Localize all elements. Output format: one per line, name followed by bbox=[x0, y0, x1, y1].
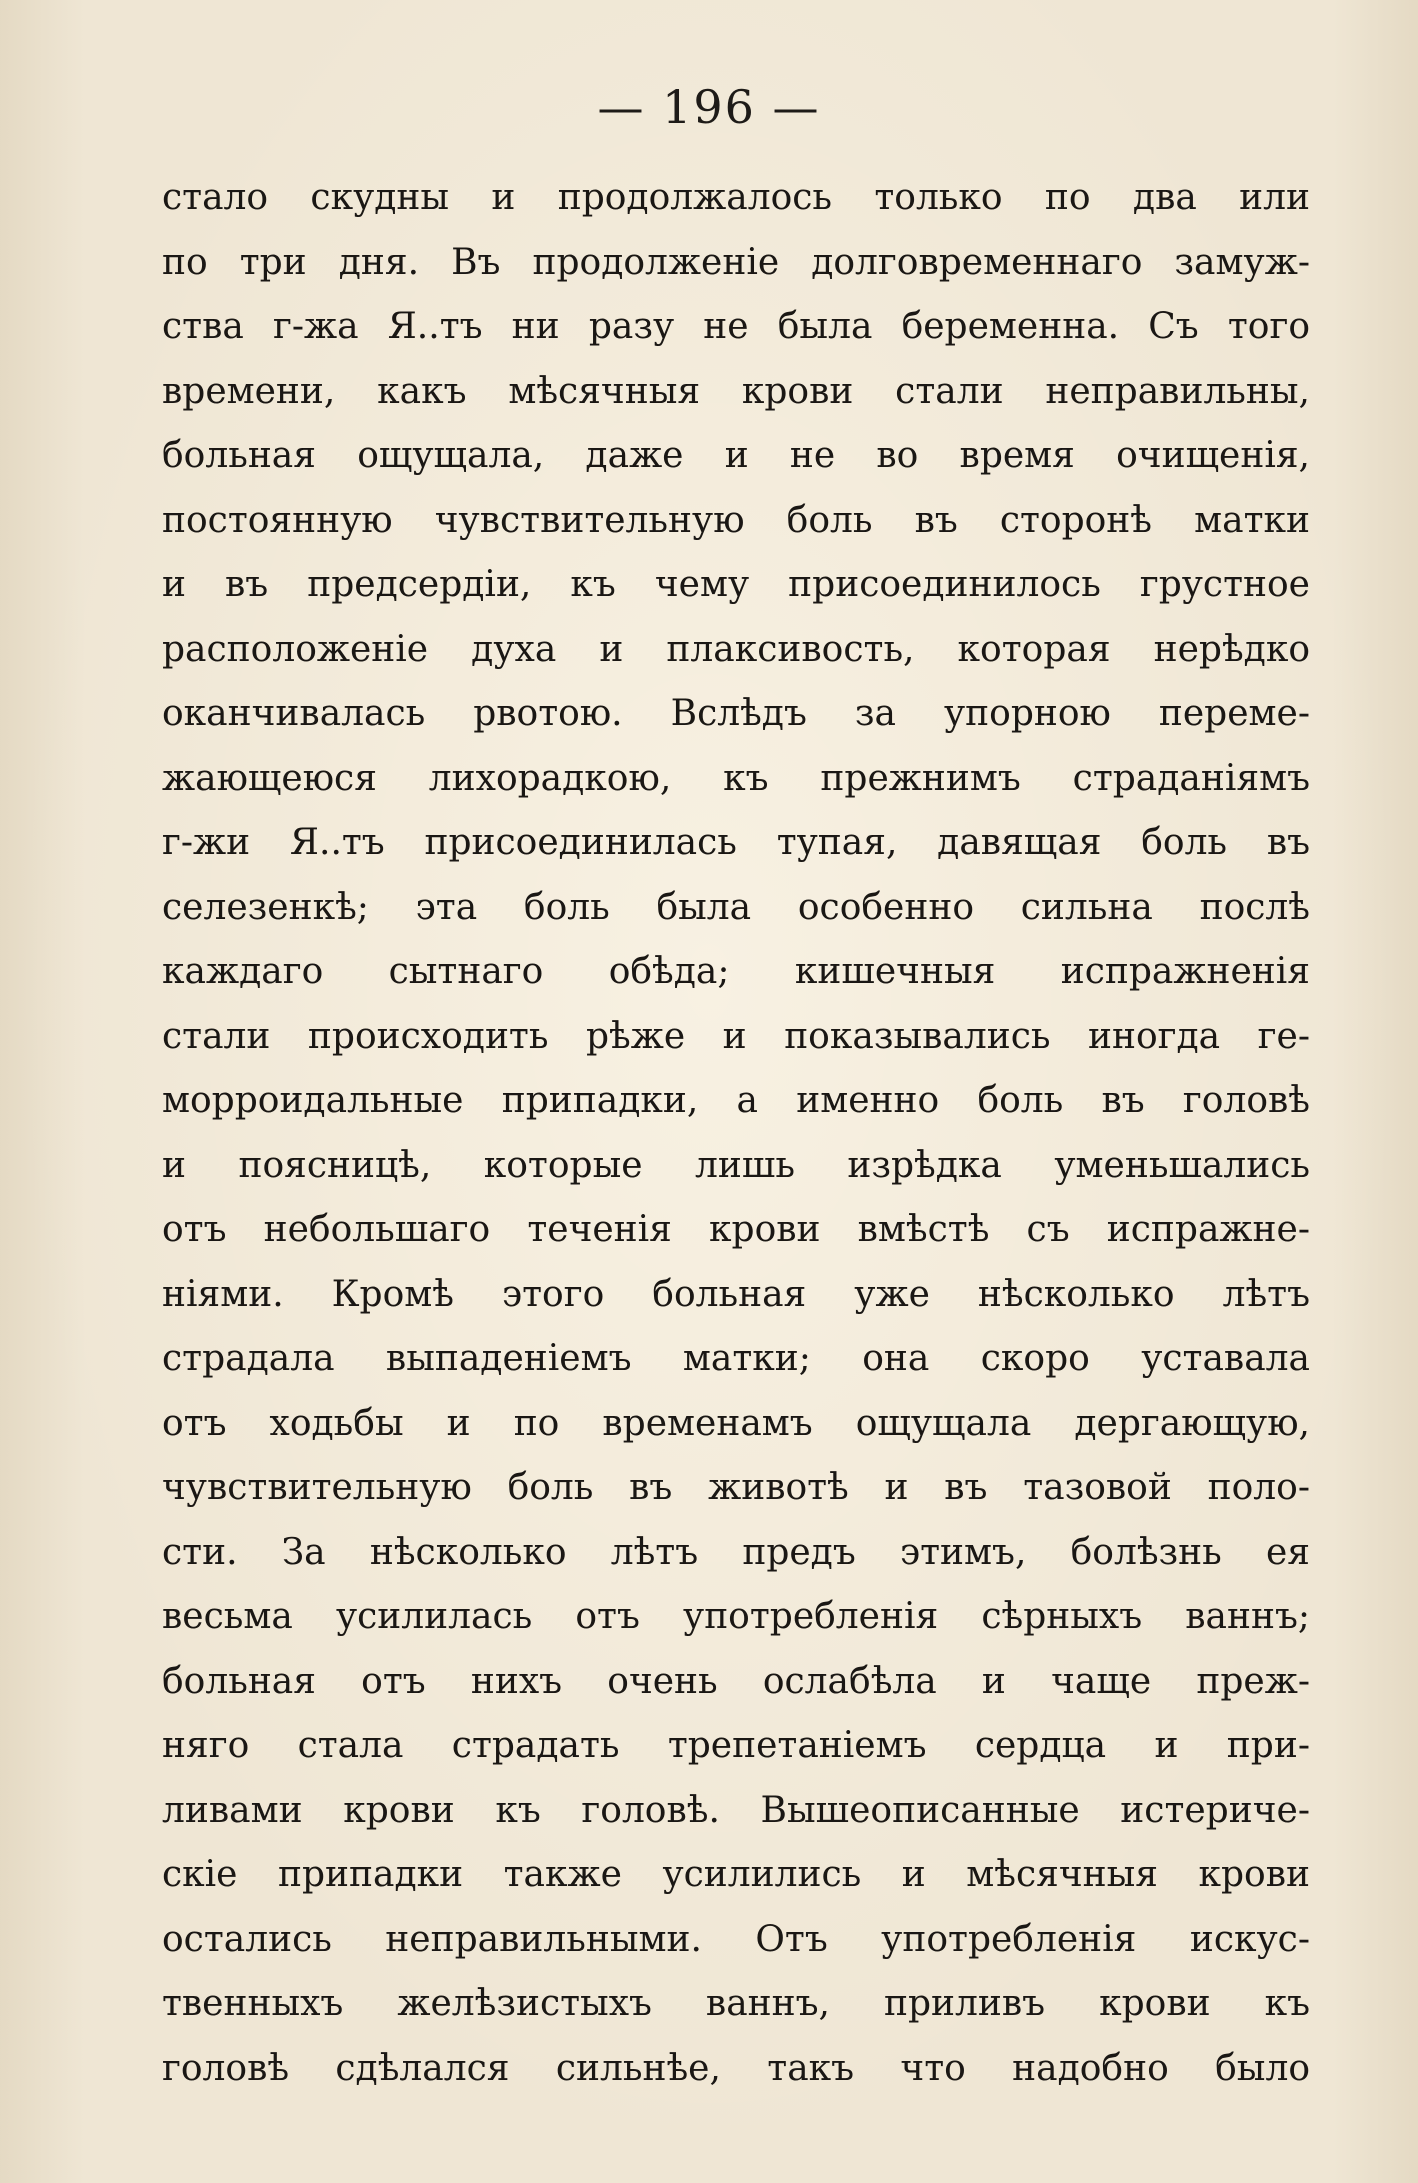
text-line: и въ предсердіи, къ чему присоединилось грустное bbox=[162, 564, 1310, 605]
text-line: жающеюся лихорадкою, къ прежнимъ страданіямъ bbox=[162, 757, 1310, 799]
text-line: твенныхъ желѣзистыхъ ваннъ, приливъ крови къ bbox=[162, 1983, 1310, 2024]
text-line: селезенкѣ; эта боль была особенно сильна послѣ bbox=[162, 886, 1310, 928]
text-line: стало скудны и продолжалось только по два или bbox=[162, 177, 1310, 218]
text-line: постоянную чувствительную боль въ сторонѣ матки bbox=[162, 499, 1310, 541]
text-line: ства г-жа Я..тъ ни разу не была беременна. Съ того bbox=[162, 306, 1310, 347]
text-line: отъ небольшаго теченія крови вмѣстѣ съ испражне- bbox=[162, 1209, 1310, 1250]
text-line: ніями. Кромѣ этого больная уже нѣсколько лѣтъ bbox=[162, 1273, 1310, 1315]
text-line: сти. За нѣсколько лѣтъ предъ этимъ, болѣзнь ея bbox=[162, 1531, 1310, 1573]
text-line: морроидальные припадки, а именно боль въ головѣ bbox=[162, 1080, 1310, 1121]
text-line: больная ощущала, даже и не во время очищенія, bbox=[162, 435, 1310, 476]
text-line: остались неправильными. Отъ употребленія искус- bbox=[162, 1918, 1310, 1960]
text-line: страдала выпаденіемъ матки; она скоро уставала bbox=[162, 1338, 1310, 1379]
text-line: чувствительную боль въ животѣ и въ тазовой поло- bbox=[162, 1467, 1310, 1508]
text-line: стали происходить рѣже и показывались иногда ге- bbox=[162, 1015, 1310, 1057]
text-line: и поясницѣ, которые лишь изрѣдка уменьшались bbox=[162, 1144, 1310, 1186]
text-line: больная отъ нихъ очень ослабѣла и чаще преж- bbox=[162, 1660, 1310, 1702]
text-line: каждаго сытнаго обѣда; кишечныя испражненія bbox=[162, 951, 1310, 992]
text-line: няго стала страдать трепетаніемъ сердца и при- bbox=[162, 1725, 1310, 1766]
text-line: головѣ сдѣлался сильнѣе, такъ что надобно было bbox=[162, 2047, 1310, 2089]
text-line: г-жи Я..тъ присоединилась тупая, давящая боль въ bbox=[162, 822, 1310, 863]
text-line: по три дня. Въ продолженіе долговременнаго замуж- bbox=[162, 241, 1310, 283]
text-line: отъ ходьбы и по временамъ ощущала дергающую, bbox=[162, 1402, 1310, 1444]
text-line: весьма усилилась отъ употребленія сѣрныхъ ваннъ; bbox=[162, 1596, 1310, 1637]
page-number: — 196 — bbox=[597, 80, 821, 134]
text-line: ливами крови къ головѣ. Вышеописанные истериче- bbox=[162, 1789, 1310, 1831]
page-body-text bbox=[162, 166, 1310, 2101]
text-line: оканчивалась рвотою. Вслѣдъ за упорною переме- bbox=[162, 693, 1310, 734]
text-line: расположеніе духа и плаксивость, которая нерѣдко bbox=[162, 628, 1310, 670]
text-line: времени, какъ мѣсячныя крови стали неправильны, bbox=[162, 370, 1310, 412]
text-line: скіе припадки также усилились и мѣсячныя крови bbox=[162, 1854, 1310, 1895]
